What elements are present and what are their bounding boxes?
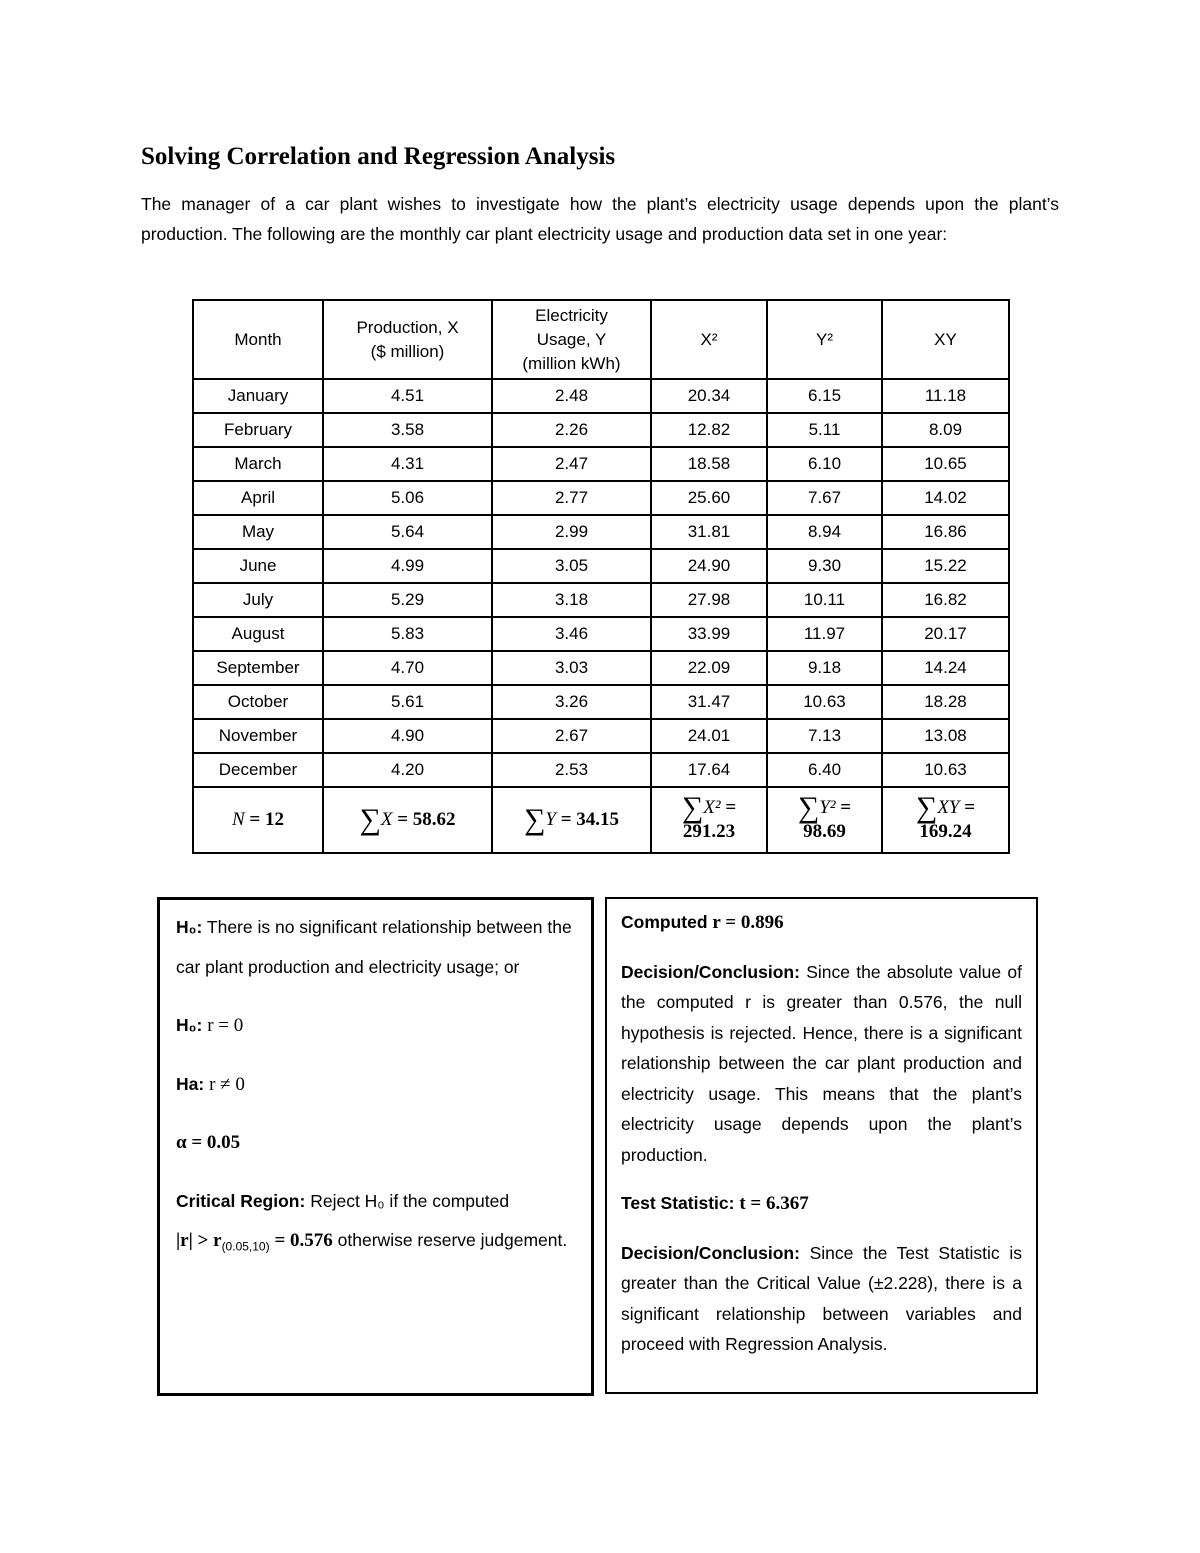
cell-y2: 7.67 xyxy=(767,481,882,515)
decision-text: Since the absolute value of the computed r is greater than 0.576, the null hypothesis is rejected. Hence, there is a significant relationship between the car plant production and electricity usage. This means that the plant’s electricity usage depends upon the plant’s production. xyxy=(621,961,1022,1165)
critical-formula: |r| > r xyxy=(176,1230,222,1251)
header-production-line1: Production, X xyxy=(356,317,459,337)
test-statistic xyxy=(621,1188,1022,1220)
header-electricity-line1: Electricity xyxy=(535,305,608,325)
cell-month: January xyxy=(193,379,323,413)
header-electricity xyxy=(492,300,651,379)
cell-y2: 10.63 xyxy=(767,685,882,719)
cell-y2: 11.97 xyxy=(767,617,882,651)
computed-formula: r = 0.896 xyxy=(712,912,784,933)
critical-value: = 0.576 xyxy=(274,1230,333,1251)
cell-xy: 18.28 xyxy=(882,685,1009,719)
ha-label: Ha: xyxy=(176,1073,205,1094)
cell-xy: 14.24 xyxy=(882,651,1009,685)
sum-y2 xyxy=(767,787,882,853)
cell-xy: 16.86 xyxy=(882,515,1009,549)
cell-production: 5.29 xyxy=(323,583,492,617)
sum-y-label: Y xyxy=(545,809,556,830)
cell-production: 5.61 xyxy=(323,685,492,719)
cell-electricity: 3.18 xyxy=(492,583,651,617)
cell-electricity: 3.05 xyxy=(492,549,651,583)
cell-y2: 9.30 xyxy=(767,549,882,583)
sum-y-value: 34.15 xyxy=(576,809,620,830)
cell-xy: 16.82 xyxy=(882,583,1009,617)
cell-month: July xyxy=(193,583,323,617)
table-row xyxy=(193,515,1009,549)
cell-month: November xyxy=(193,719,323,753)
header-month: Month xyxy=(193,300,323,379)
table-row xyxy=(193,447,1009,481)
cell-x2: 12.82 xyxy=(651,413,767,447)
header-y2: Y² xyxy=(767,300,882,379)
sum-x2-label: X² xyxy=(703,797,721,818)
cell-y2: 7.13 xyxy=(767,719,882,753)
cell-x2: 27.98 xyxy=(651,583,767,617)
null-hypothesis-formula xyxy=(176,1006,575,1046)
sigma-icon: ∑ xyxy=(915,791,938,824)
computed-r xyxy=(621,907,1022,939)
h0-text: There is no significant relationship between the car plant production and electricity usage; or xyxy=(176,917,572,977)
computed-label: Computed xyxy=(621,912,708,932)
table-row xyxy=(193,617,1009,651)
sum-x2-value: 291.23 xyxy=(682,821,736,842)
cell-xy: 11.18 xyxy=(882,379,1009,413)
cell-x2: 24.90 xyxy=(651,549,767,583)
critical-region xyxy=(176,1182,575,1268)
cell-month: December xyxy=(193,753,323,787)
sum-y2-value: 98.69 xyxy=(803,821,846,842)
cell-month: September xyxy=(193,651,323,685)
null-hypothesis-statement xyxy=(176,908,575,987)
sum-x-label: X xyxy=(380,809,393,830)
h0-formula: r = 0 xyxy=(207,1015,244,1036)
table-row xyxy=(193,481,1009,515)
intro-paragraph: The manager of a car plant wishes to investigate how the plant’s electricity usage depends upon the plant’s production. The following are the monthly car plant electricity usage and production data set in one year: xyxy=(141,194,1059,244)
sum-row xyxy=(193,787,1009,853)
table-row xyxy=(193,685,1009,719)
cell-y2: 9.18 xyxy=(767,651,882,685)
eq: = xyxy=(840,797,852,818)
cell-y2: 10.11 xyxy=(767,583,882,617)
cell-x2: 31.81 xyxy=(651,515,767,549)
critical-subscript: (0.05,10) xyxy=(221,1239,270,1254)
conclusion-box xyxy=(605,897,1038,1394)
cell-production: 4.99 xyxy=(323,549,492,583)
cell-x2: 24.01 xyxy=(651,719,767,753)
test-statistic-label: Test Statistic: xyxy=(621,1193,735,1213)
n-label: N xyxy=(231,809,245,830)
sum-y2-label: Y² xyxy=(819,797,836,818)
sigma-icon: ∑ xyxy=(523,803,546,836)
cell-y2: 5.11 xyxy=(767,413,882,447)
ha-formula: r ≠ 0 xyxy=(209,1073,245,1095)
cell-y2: 6.10 xyxy=(767,447,882,481)
table-row xyxy=(193,753,1009,787)
sum-y xyxy=(492,787,651,853)
cell-month: August xyxy=(193,617,323,651)
h0-label: H₀: xyxy=(176,1015,203,1035)
sum-x2 xyxy=(651,787,767,853)
alt-hypothesis-formula xyxy=(176,1065,575,1105)
cell-production: 4.31 xyxy=(323,447,492,481)
cell-y2: 6.15 xyxy=(767,379,882,413)
cell-xy: 20.17 xyxy=(882,617,1009,651)
critical-region-text2: otherwise reserve judgement. xyxy=(337,1230,568,1250)
table-row xyxy=(193,651,1009,685)
eq: = xyxy=(560,809,572,830)
cell-electricity: 2.77 xyxy=(492,481,651,515)
cell-production: 4.20 xyxy=(323,753,492,787)
decision-label: Decision/Conclusion: xyxy=(621,1242,800,1263)
sum-x xyxy=(323,787,492,853)
cell-month: February xyxy=(193,413,323,447)
cell-production: 4.90 xyxy=(323,719,492,753)
cell-electricity: 2.99 xyxy=(492,515,651,549)
cell-x2: 31.47 xyxy=(651,685,767,719)
cell-xy: 10.63 xyxy=(882,753,1009,787)
cell-x2: 22.09 xyxy=(651,651,767,685)
cell-month: March xyxy=(193,447,323,481)
eq: = xyxy=(964,797,976,818)
cell-electricity: 3.26 xyxy=(492,685,651,719)
decision-text: Since the Test Statistic is greater than the Critical Value (±2.228), there is a significant relationship between variables and proceed with Regression Analysis. xyxy=(621,1242,1022,1354)
table-row xyxy=(193,379,1009,413)
cell-xy: 8.09 xyxy=(882,413,1009,447)
table-row xyxy=(193,583,1009,617)
sum-xy-value: 169.24 xyxy=(919,821,972,842)
header-xy: XY xyxy=(882,300,1009,379)
cell-production: 4.70 xyxy=(323,651,492,685)
cell-electricity: 2.67 xyxy=(492,719,651,753)
decision-conclusion-2 xyxy=(621,1238,1022,1360)
cell-x2: 18.58 xyxy=(651,447,767,481)
cell-production: 4.51 xyxy=(323,379,492,413)
table-header-row xyxy=(193,300,1009,379)
table-row xyxy=(193,549,1009,583)
n-value: 12 xyxy=(265,809,284,830)
alpha-level xyxy=(176,1123,575,1163)
critical-region-label: Critical Region: xyxy=(176,1190,306,1211)
sigma-icon: ∑ xyxy=(359,803,381,836)
cell-production: 5.06 xyxy=(323,481,492,515)
page-title: Solving Correlation and Regression Analysis xyxy=(141,143,616,170)
cell-electricity: 2.53 xyxy=(492,753,651,787)
header-production xyxy=(323,300,492,379)
cell-xy: 15.22 xyxy=(882,549,1009,583)
cell-x2: 33.99 xyxy=(651,617,767,651)
cell-xy: 10.65 xyxy=(882,447,1009,481)
cell-month: April xyxy=(193,481,323,515)
cell-y2: 8.94 xyxy=(767,515,882,549)
sum-xy-label: XY xyxy=(937,797,960,818)
header-electricity-line2: Usage, Y xyxy=(536,329,607,349)
header-production-line2: ($ million) xyxy=(370,341,445,361)
cell-electricity: 2.47 xyxy=(492,447,651,481)
decision-label: Decision/Conclusion: xyxy=(621,961,800,982)
eq: = xyxy=(249,809,261,830)
cell-month: October xyxy=(193,685,323,719)
hypothesis-box xyxy=(157,897,594,1396)
cell-y2: 6.40 xyxy=(767,753,882,787)
sum-xy xyxy=(882,787,1009,853)
sum-n xyxy=(193,787,323,853)
sum-x-value: 58.62 xyxy=(412,809,456,830)
alpha-value: α = 0.05 xyxy=(176,1132,241,1153)
header-electricity-line3: (million kWh) xyxy=(522,353,621,373)
cell-xy: 14.02 xyxy=(882,481,1009,515)
decision-conclusion-1 xyxy=(621,957,1022,1171)
eq: = xyxy=(725,797,737,818)
h0-label: H₀: xyxy=(176,917,203,937)
cell-electricity: 2.26 xyxy=(492,413,651,447)
cell-x2: 25.60 xyxy=(651,481,767,515)
cell-electricity: 3.03 xyxy=(492,651,651,685)
cell-production: 3.58 xyxy=(323,413,492,447)
data-table xyxy=(192,299,1010,854)
table-row xyxy=(193,413,1009,447)
cell-month: June xyxy=(193,549,323,583)
sigma-icon: ∑ xyxy=(681,791,704,824)
cell-x2: 17.64 xyxy=(651,753,767,787)
header-x2: X² xyxy=(651,300,767,379)
cell-production: 5.83 xyxy=(323,617,492,651)
cell-electricity: 2.48 xyxy=(492,379,651,413)
table-row xyxy=(193,719,1009,753)
cell-xy: 13.08 xyxy=(882,719,1009,753)
cell-production: 5.64 xyxy=(323,515,492,549)
cell-month: May xyxy=(193,515,323,549)
critical-region-text: Reject H₀ if the computed xyxy=(310,1190,510,1211)
cell-electricity: 3.46 xyxy=(492,617,651,651)
sigma-icon: ∑ xyxy=(797,791,820,824)
cell-x2: 20.34 xyxy=(651,379,767,413)
eq: = xyxy=(397,809,409,830)
test-statistic-formula: t = 6.367 xyxy=(739,1193,809,1214)
